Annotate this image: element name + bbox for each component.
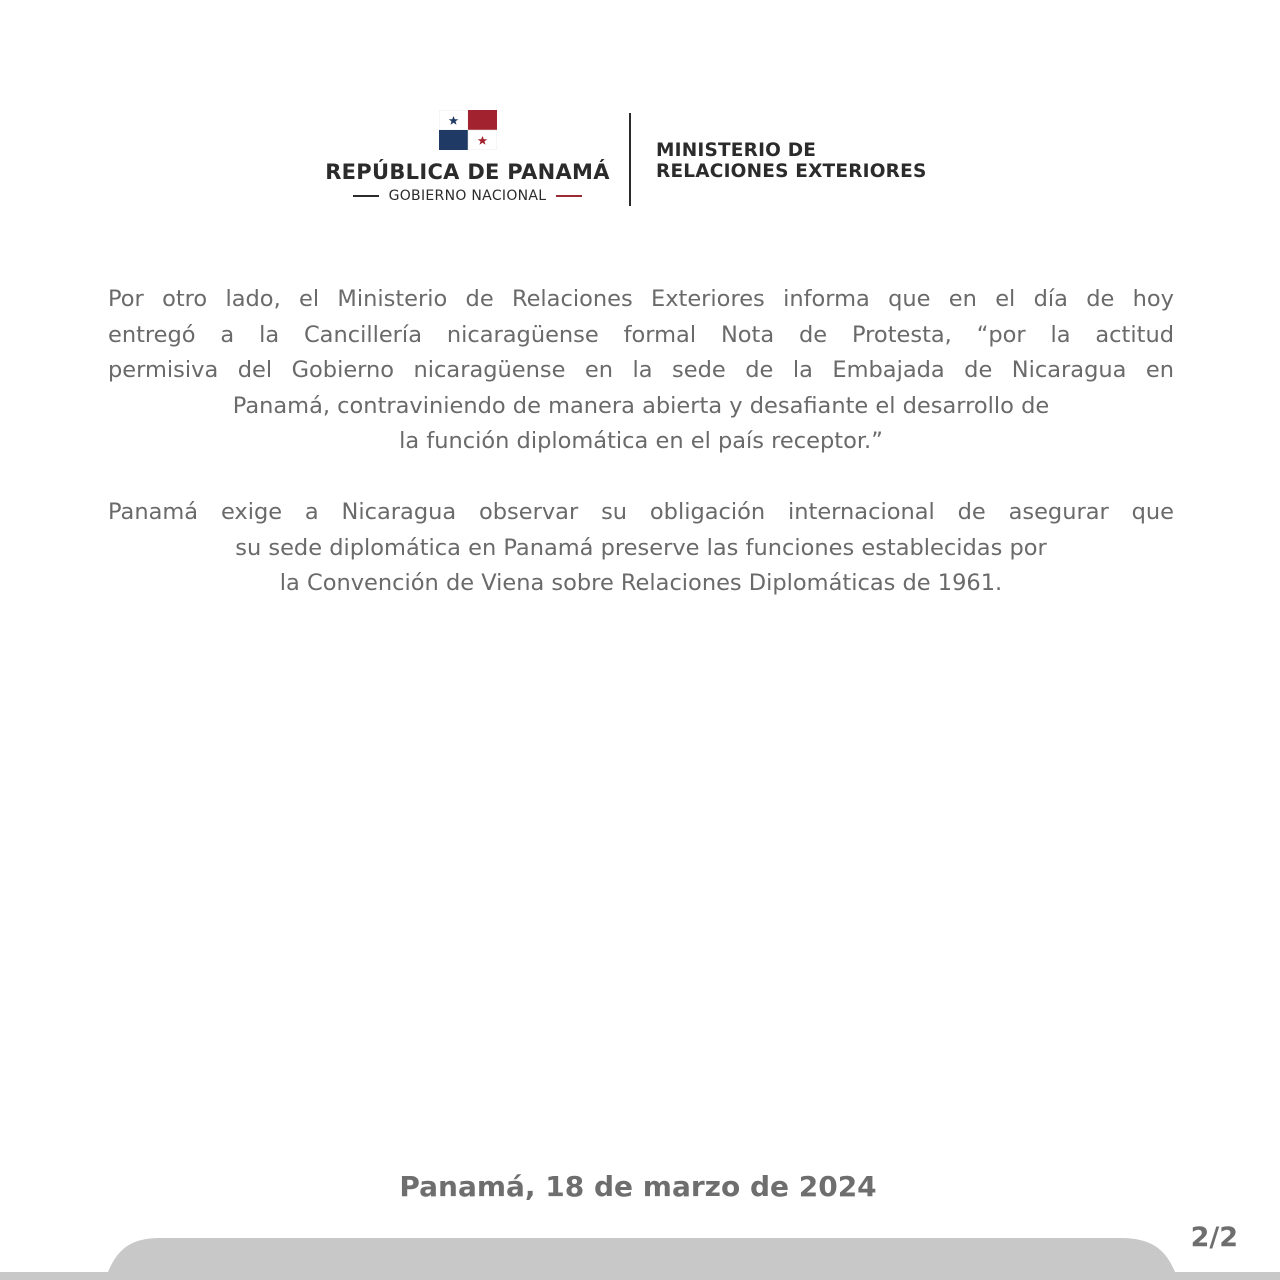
divider-line-left	[353, 195, 379, 197]
ministry-name	[656, 140, 926, 182]
panama-flag-icon	[439, 110, 497, 150]
divider-line-right	[556, 195, 582, 197]
ministry-line-1: MINISTERIO DE	[656, 140, 817, 161]
ministry-line-2: RELACIONES EXTERIORES	[656, 161, 927, 182]
government-label: GOBIERNO NACIONAL	[388, 188, 547, 204]
paragraph-2-line: la Convención de Viena sobre Relaciones Diplomáticas de 1961.	[279, 570, 1003, 596]
paragraph-1-line: permisiva del Gobierno nicaragüense en la sede de la Embajada de Nicaragua en	[108, 357, 1174, 383]
paragraph-2-line: Panamá exige a Nicaragua observar su obligación internacional de asegurar que	[108, 499, 1174, 525]
country-name: REPÚBLICA DE PANAMÁ	[325, 160, 610, 184]
government-subtitle	[320, 188, 615, 204]
paragraph-1-line: entregó a la Cancillería nicaragüense formal Nota de Protesta, “por la actitud	[108, 321, 1174, 348]
paragraph-1-line: la función diplomática en el país receptor.”	[399, 428, 883, 454]
paragraph-2	[108, 495, 1174, 602]
paragraph-1	[108, 282, 1174, 460]
paragraph-1-line: Por otro lado, el Ministerio de Relaciones Exteriores informa que en el día de hoy	[108, 286, 1174, 312]
paragraph-1-line: Panamá, contraviniendo de manera abierta y desafiante el desarrollo de	[232, 392, 1050, 419]
government-logo	[320, 110, 615, 204]
document-date: Panamá, 18 de marzo de 2024	[399, 1170, 877, 1203]
footer-bar	[0, 1236, 1280, 1280]
header-divider	[629, 113, 631, 206]
paragraph-2-line: su sede diplomática en Panamá preserve las funciones establecidas por	[235, 534, 1047, 561]
page-number: 2/2	[1190, 1222, 1238, 1253]
